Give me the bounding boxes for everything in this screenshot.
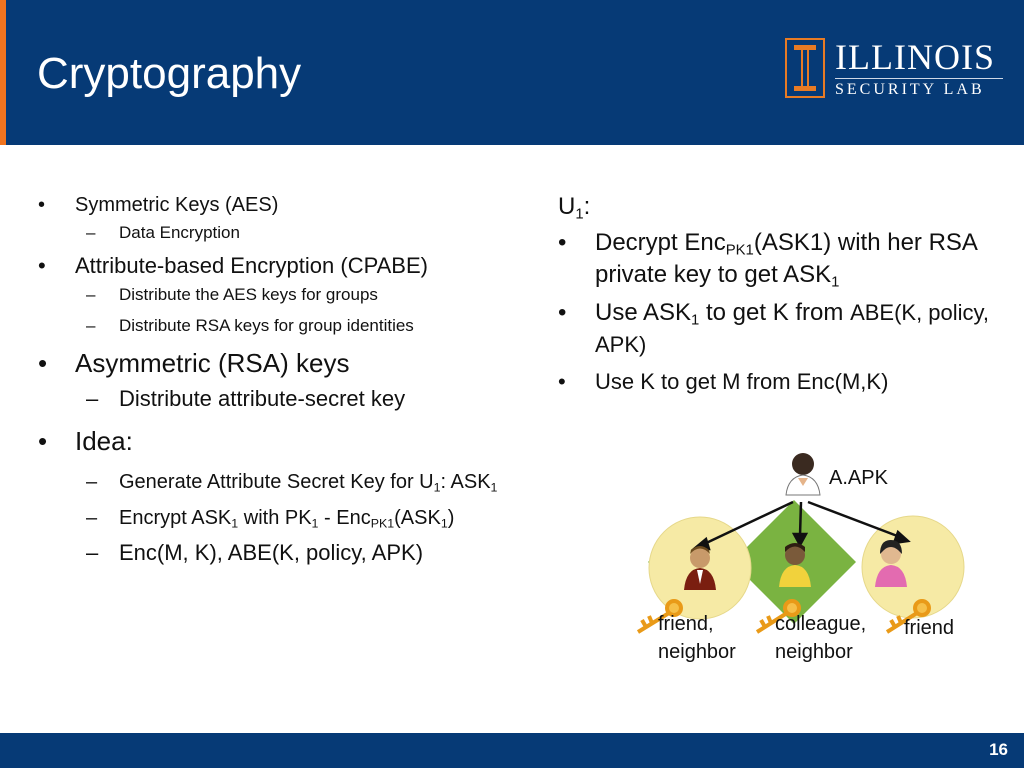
footer-bar: [0, 733, 1024, 768]
illinois-security-lab-logo: [785, 38, 1005, 102]
circle-right: [862, 516, 964, 618]
sub-bullet-distribute-aes: – Distribute the AES keys for groups: [38, 284, 518, 306]
group-label-colleague-neighbor: colleague, neighbor: [775, 613, 867, 663]
right-column: [558, 192, 998, 397]
bullet-attribute-based-encryption: • Attribute-based Encryption (CPABE): [38, 252, 518, 280]
header-bar: [0, 0, 1024, 145]
logo-wordmark: ILLINOIS: [835, 37, 995, 77]
group-label-friend-neighbor: friend, neighbor: [658, 613, 736, 663]
sub-bullet-data-encryption: – Data Encryption: [38, 222, 518, 244]
sub-bullet-generate-ask: – Generate Attribute Secret Key for $U_1$: $ASK_1$: [38, 469, 518, 495]
illinois-i-mark-icon: [785, 38, 825, 98]
right-bullet-list: [558, 227, 998, 397]
apk-label: A.APK: [829, 467, 888, 489]
group-label-friend: friend: [904, 617, 955, 639]
person-authority-icon: [786, 453, 820, 495]
sub-bullet-enc-abe: – Enc(M, K), ABE(K, policy, APK): [38, 539, 518, 567]
bullet-symmetric-keys: • Symmetric Keys (AES): [38, 192, 518, 218]
sub-bullet-attribute-secret-key: – Distribute attribute-secret key: [38, 385, 518, 413]
bullet-use-k: • Use K to get M from Enc(M,K): [558, 367, 998, 397]
bullet-asymmetric-keys: • Asymmetric (RSA) keys: [38, 347, 518, 379]
left-bullet-list: [38, 188, 518, 567]
slide-title: Cryptography: [37, 49, 302, 98]
logo-subtitle: SECURITY LAB: [835, 81, 985, 98]
key-distribution-diagram: [630, 450, 1020, 680]
sub-bullet-distribute-rsa: – Distribute RSA keys for group identities: [38, 315, 518, 337]
sub-bullet-encrypt-ask: – Encrypt $ASK_1$ with $PK_1 - Enc_{PK1}(ASK_1)$: [38, 505, 518, 531]
bullet-decrypt-enc: • Decrypt Enc$_{PK1}$(ASK1) with her RSA private key to get $ASK_1$: [558, 227, 998, 291]
bullet-use-ask: • Use $ASK_1$ to get K from ABE(K, policy, APK): [558, 297, 998, 361]
bullet-idea: • Idea:: [38, 425, 518, 457]
user-heading: $U_1$:: [558, 193, 591, 223]
page-number: 16: [989, 740, 1008, 759]
logo-divider: [835, 78, 1003, 79]
header-accent-stripe: [0, 0, 6, 145]
